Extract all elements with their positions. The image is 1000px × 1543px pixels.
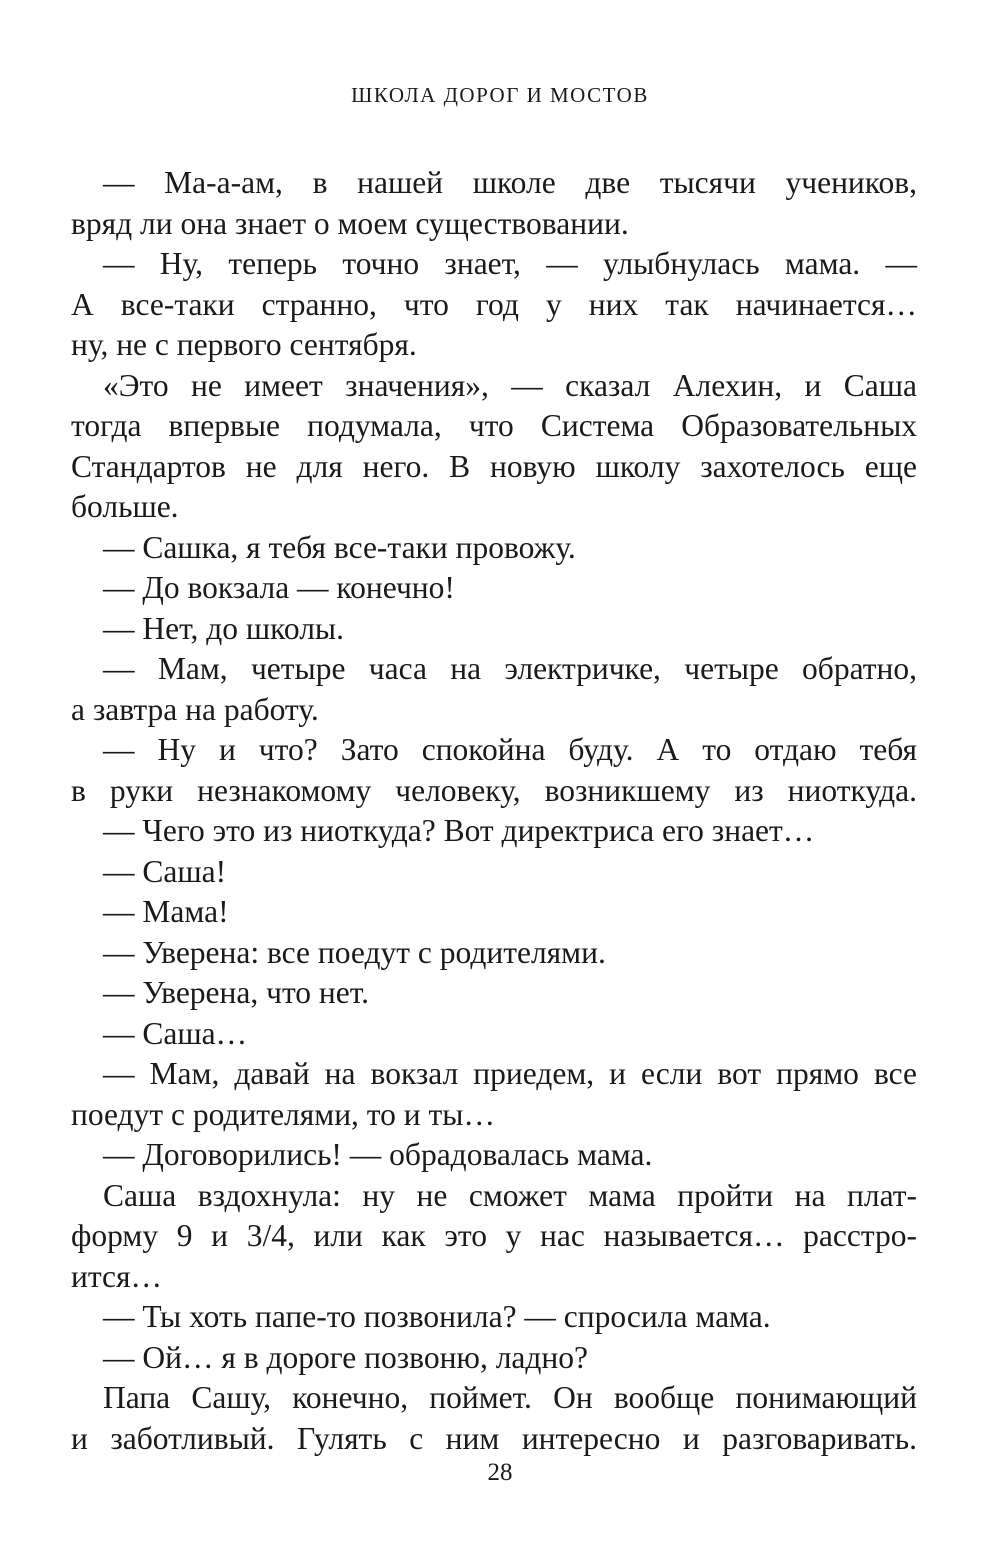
text-line: — Чего это из ниоткуда? Вот директриса его знает… — [103, 813, 815, 848]
text-line: Саша вздохнула: ну не сможет мама пройти на плат- — [103, 1177, 917, 1213]
text-line: Стандартов не для него. В новую школу захотелось еще — [71, 448, 917, 484]
text-line: — Нет, до школы. — [103, 610, 344, 646]
text-line: ну, не с первого сентября. — [71, 327, 417, 362]
text-line: — Саша… — [103, 1015, 248, 1051]
text-line: а завтра на работу. — [71, 691, 319, 727]
text-line: ится… — [71, 1258, 162, 1294]
text-line: — Саша! — [103, 853, 227, 889]
text-line: поедут с родителями, то и ты… — [71, 1096, 495, 1132]
text-line: вряд ли она знает о моем существовании. — [71, 205, 629, 241]
text-line: — Уверена: все поедут с родителями. — [103, 934, 606, 970]
text-line: — Мам, давай на вокзал приедем, и если вот прямо все — [103, 1056, 917, 1091]
text-line: «Это не имеет значения», — сказал Алехин, и Саша — [103, 367, 917, 403]
text-line: тогда впервые подумала, что Система Образовательных — [71, 408, 917, 443]
page-number: 28 — [487, 1459, 513, 1486]
text-line: — Ты хоть папе-то позвонила? — спросила мама. — [103, 1299, 771, 1334]
text-line: — Ну, теперь точно знает, — улыбнулась мама. — — [103, 246, 917, 281]
text-line: — Мам, четыре часа на электричке, четыре обратно, — [103, 651, 917, 686]
text-line: — Уверена, что нет. — [103, 975, 370, 1010]
text-line: — Ой… я в дороге позвоню, ладно? — [103, 1339, 589, 1375]
text-line: — Ма-а-ам, в нашей школе две тысячи учеников, — [103, 165, 917, 200]
text-line: и заботливый. Гулять с ним интересно и разговаривать. — [71, 1420, 917, 1456]
text-line: больше. — [71, 489, 179, 524]
body-text — [71, 163, 917, 1459]
running-head: ШКОЛА ДОРОГ И МОСТОВ — [351, 83, 649, 107]
text-line: — Договорились! — обрадовалась мама. — [103, 1137, 653, 1172]
text-line: — Ну и что? Зато спокойна буду. А то отдаю тебя — [103, 732, 917, 767]
text-line: — Сашка, я тебя все-таки провожу. — [103, 529, 576, 565]
text-line: форму 9 и 3/4, или как это у нас называется… расстро- — [71, 1218, 917, 1253]
text-line: А все-таки странно, что год у них так начинается… — [71, 286, 917, 322]
text-line: — До вокзала — конечно! — [103, 570, 455, 605]
text-line: Папа Сашу, конечно, поймет. Он вообще понимающий — [103, 1380, 917, 1415]
text-line: — Мама! — [103, 894, 229, 929]
text-line: в руки незнакомому человеку, возникшему из ниоткуда. — [71, 772, 917, 808]
